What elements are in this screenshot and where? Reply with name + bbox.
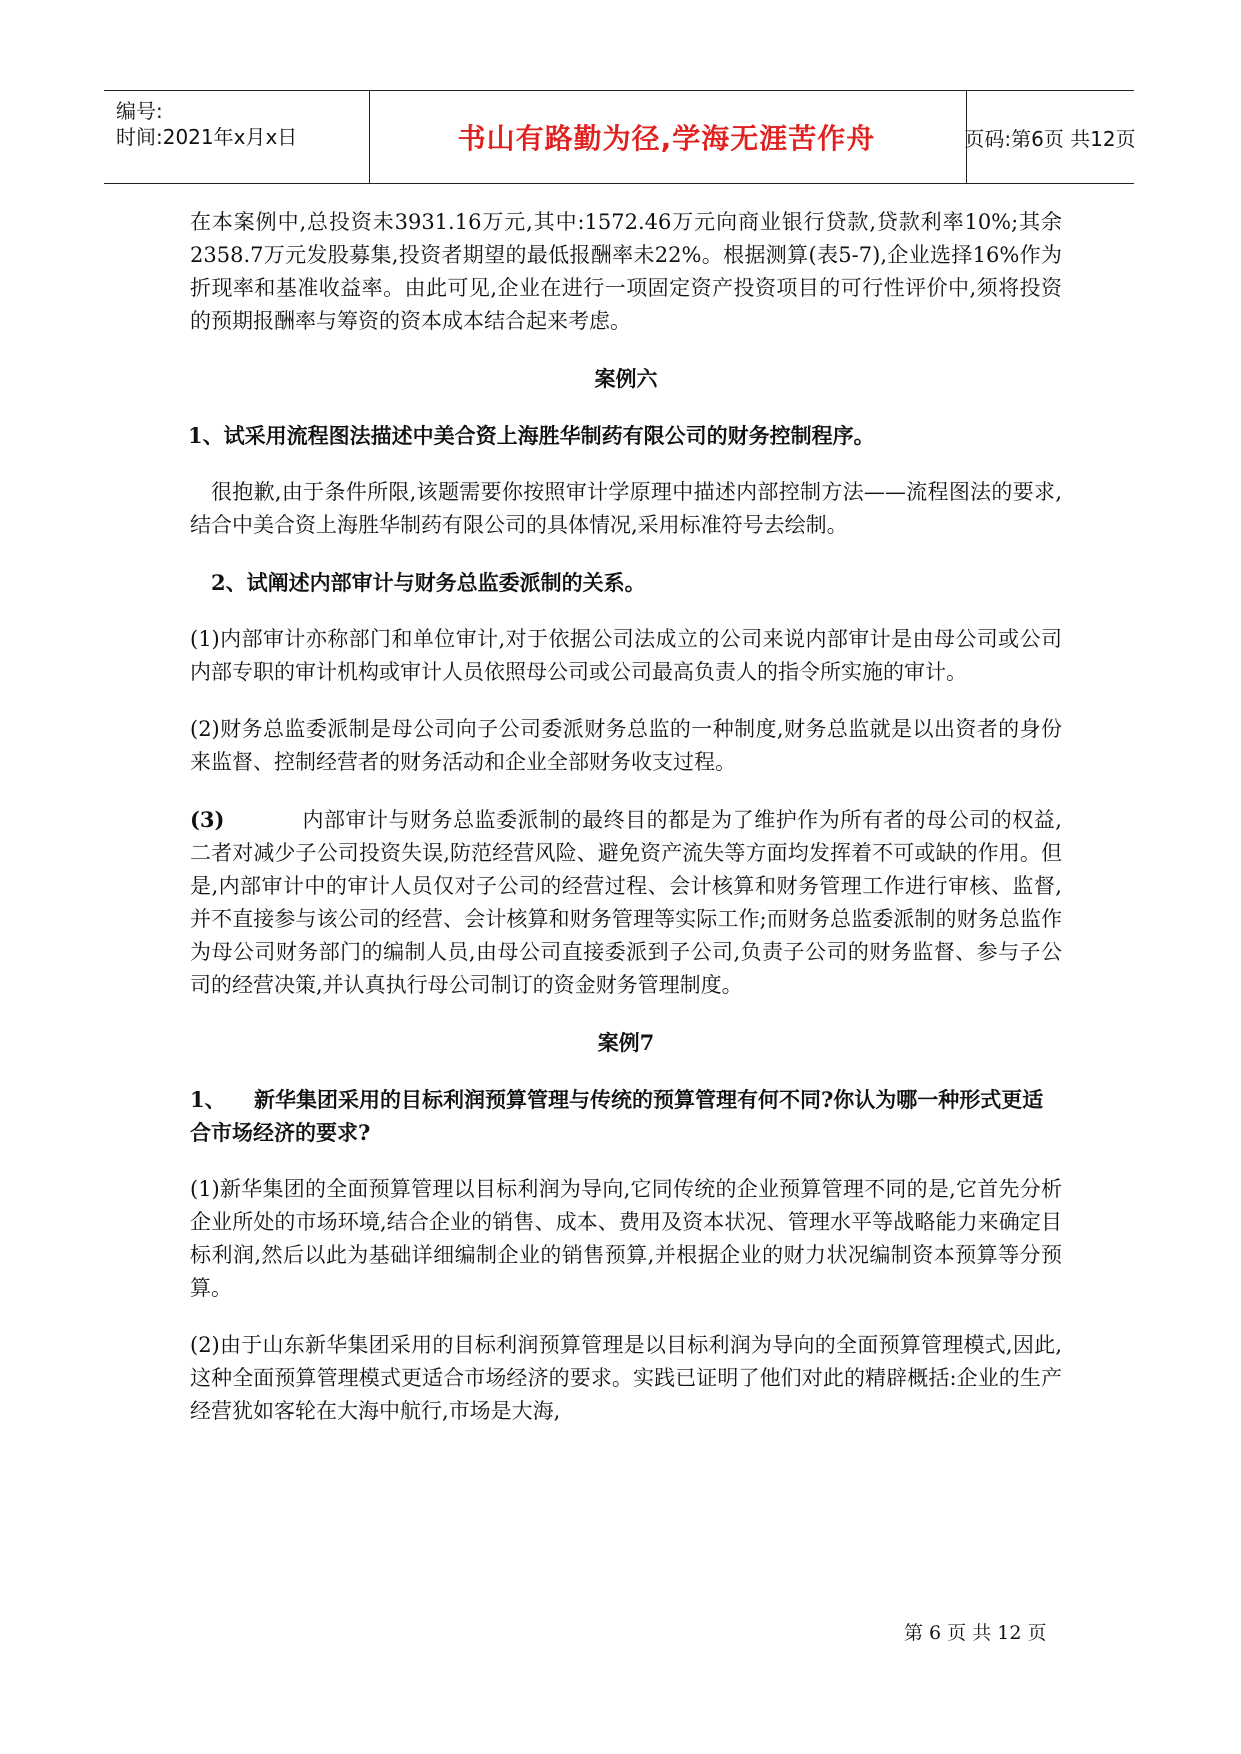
- answer-2-part-2: (2)财务总监委派制是母公司向子公司委派财务总监的一种制度,财务总监就是以出资者的身份来监督、控制经营者的财务活动和企业全部财务收支过程。: [190, 717, 1062, 774]
- document-header: [104, 90, 1134, 184]
- document-body: [190, 206, 1062, 1428]
- answer-2-part-1: (1)内部审计亦称部门和单位审计,对于依据公司法成立的公司来说内部审计是由母公司或公司内部专职的审计机构或审计人员依照母公司或公司最高负责人的指令所实施的审计。: [190, 627, 1062, 684]
- paragraph-investment: 在本案例中,总投资未3931.16万元,其中:1572.46万元向商业银行贷款,贷款利率10%;其余2358.7万元发股募集,投资者期望的最低报酬率未22%。根据测算(表5-7),企业选择16%作为折现率和基准收益率。由此可见,企业在进行一项固定资产投资项目的可行性评价中,须将投资的预期报酬率与筹资的资本成本结合起来考虑。: [190, 210, 1062, 333]
- question-3: [190, 1083, 1062, 1149]
- answer-3-part-2: (2)由于山东新华集团采用的目标利润预算管理是以目标利润为导向的全面预算管理模式,因此,这种全面预算管理模式更适合市场经济的要求。实践已证明了他们对此的精辟概括:企业的生产经营犹如客轮在大海中航行,市场是大海,: [190, 1333, 1062, 1423]
- document-time-label: 时间:2021年x月x日: [116, 125, 298, 149]
- header-page-label: 页码:第6页 共12页: [964, 126, 1136, 151]
- item-number: (3): [190, 807, 225, 832]
- question-1: 1、试采用流程图法描述中美合资上海胜华制药有限公司的财务控制程序。: [188, 423, 875, 448]
- answer-3-part-1: (1)新华集团的全面预算管理以目标利润为导向,它同传统的企业预算管理不同的是,它首先分析企业所处的市场环境,结合企业的销售、成本、费用及资本状况、管理水平等战略能力来确定目标利润,然后以此为基础详细编制企业的销售预算,并根据企业的财力状况编制资本预算等分预算。: [190, 1177, 1062, 1300]
- document-number-label: 编号:: [116, 99, 163, 123]
- question-number: 1、: [190, 1087, 226, 1112]
- case-7-heading: 案例7: [597, 1030, 655, 1055]
- question-2: 2、试阐述内部审计与财务总监委派制的关系。: [211, 570, 646, 595]
- answer-1: 很抱歉,由于条件所限,该题需要你按照审计学原理中描述内部控制方法——流程图法的要求,结合中美合资上海胜华制药有限公司的具体情况,采用标准符号去绘制。: [190, 480, 1062, 537]
- answer-2-part-3: [190, 803, 1062, 1002]
- case-6-heading: 案例六: [594, 366, 658, 391]
- answer-2-part-3-text: 内部审计与财务总监委派制的最终目的都是为了维护作为所有者的母公司的权益,二者对减少子公司投资失误,防范经营风险、避免资产流失等方面均发挥着不可或缺的作用。但是,内部审计中的审计人员仅对子公司的经营过程、会计核算和财务管理工作进行审核、监督,并不直接参与该公司的经营、会计核算和财务管理等实际工作;而财务总监委派制的财务总监作为母公司财务部门的编制人员,由母公司直接委派到子公司,负责子公司的财务监督、参与子公司的经营决策,并认真执行母公司制订的资金财务管理制度。: [190, 808, 1062, 997]
- question-3-text: 新华集团采用的目标利润预算管理与传统的预算管理有何不同?你认为哪一种形式更适合市场经济的要求?: [190, 1087, 1044, 1145]
- header-meta: [116, 91, 366, 183]
- page-footer: 第 6 页 共 12 页: [904, 1622, 1047, 1644]
- header-motto: 书山有路勤为径,学海无涯苦作舟: [457, 122, 876, 155]
